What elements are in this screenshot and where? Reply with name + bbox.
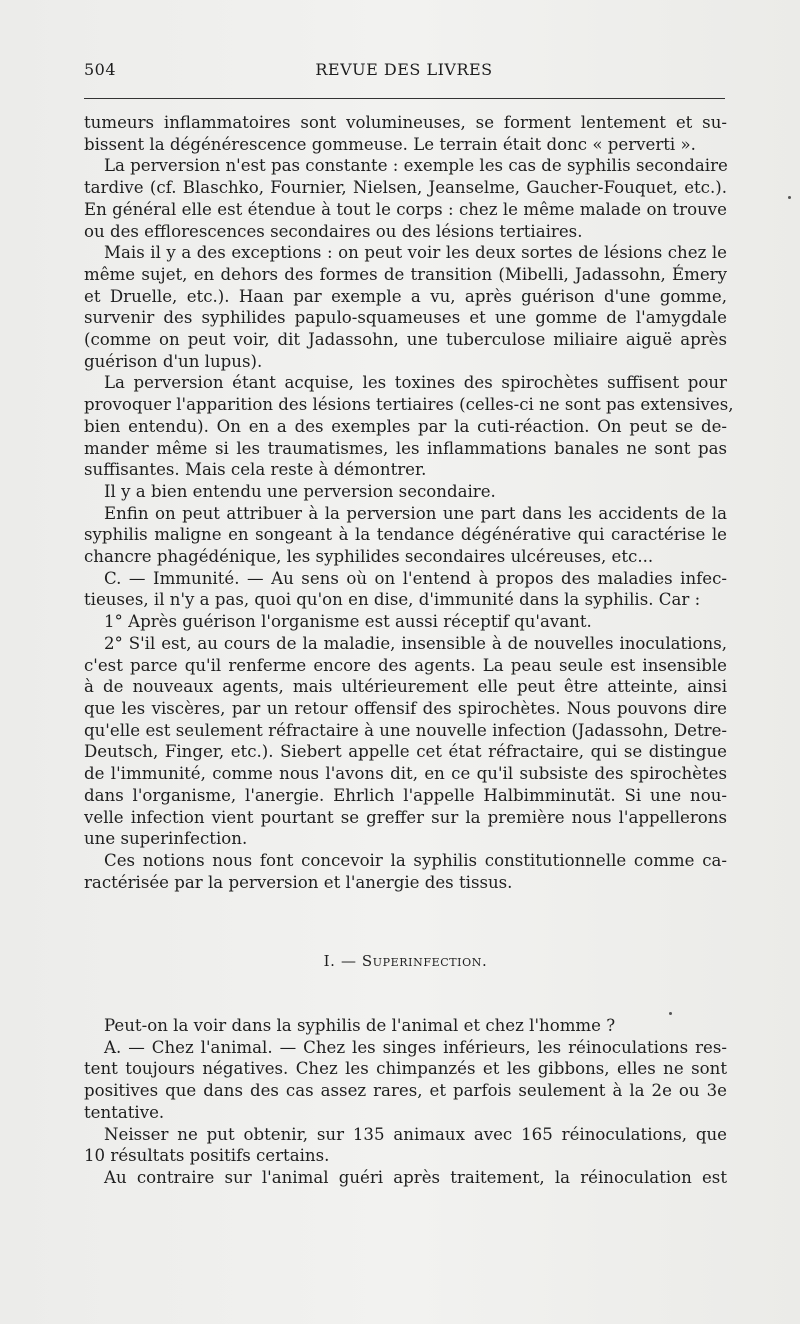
text-line: 2° S'il est, au cours de la maladie, insensible à de nouvelles inoculations, [104, 633, 727, 653]
text-line: survenir des syphilides papulo-squameuses et une gomme de l'amygdale [84, 308, 727, 328]
text-line: ractérisée par la perversion et l'anergie des tissus. [84, 872, 513, 892]
text-line: Peut-on la voir dans la syphilis de l'animal et chez l'homme ? [104, 1016, 616, 1036]
text-line: Enfin on peut attribuer à la perversion une part dans les accidents de la [104, 503, 727, 523]
text-line: Ces notions nous font concevoir la syphilis constitutionnelle comme ca- [104, 850, 727, 870]
text-line: bissent la dégénérescence gommeuse. Le terrain était donc « perverti ». [84, 134, 696, 154]
header-rule [84, 98, 725, 99]
text-line: La perversion étant acquise, les toxines des spirochètes suffisent pour [104, 373, 727, 393]
section-title-text: Superinfection. [361, 952, 488, 971]
text-line: même sujet, en dehors des formes de transition (Mibelli, Jadassohn, Émery [84, 264, 727, 284]
text-line: tent toujours négatives. Chez les chimpanzés et les gibbons, elles ne sont [84, 1059, 727, 1079]
section-dash: — [340, 952, 357, 971]
text-line: bien entendu). On en a des exemples par la cuti-réaction. On peut se de- [84, 416, 727, 436]
text-line: A. — Chez l'animal. — Chez les singes inférieurs, les réinoculations res- [104, 1037, 727, 1057]
text-line: Au contraire sur l'animal guéri après traitement, la réinoculation est [104, 1167, 727, 1187]
text-line: mander même si les traumatismes, les inflammations banales ne sont pas [84, 438, 727, 458]
page-header [84, 60, 724, 84]
body-text [84, 112, 734, 1189]
text-line: chancre phagédénique, les syphilides secondaires ulcéreuses, etc... [84, 547, 654, 567]
paper-speck [669, 1012, 672, 1015]
text-line: syphilis maligne en songeant à la tendance dégénérative qui caractérise le [84, 525, 727, 545]
running-head: REVUE DES LIVRES [315, 60, 493, 79]
text-line: de l'immunité, comme nous l'avons dit, en ce qu'il subsiste des spirochètes [84, 764, 727, 784]
text-line: tentative. [84, 1102, 165, 1122]
text-line: C. — Immunité. — Au sens où on l'entend à propos des maladies infec- [104, 568, 727, 588]
text-line: et Druelle, etc.). Haan par exemple a vu, après guérison d'une gomme, [84, 286, 727, 306]
text-line: velle infection vient pourtant se greffer sur la première nous l'appellerons [84, 807, 727, 827]
text-line: qu'elle est seulement réfractaire à une nouvelle infection (Jadassohn, Detre- [84, 720, 727, 740]
text-line: (comme on peut voir, dit Jadassohn, une tuberculose miliaire aiguë après [84, 330, 727, 350]
text-line: dans l'organisme, l'anergie. Ehrlich l'appelle Halbimminutät. Si une nou- [84, 785, 727, 805]
text-line: tumeurs inflammatoires sont volumineuses, se forment lentement et su- [84, 113, 727, 132]
section-title [84, 951, 727, 973]
page-number: 504 [84, 60, 117, 79]
text-line: 1° Après guérison l'organisme est aussi réceptif qu'avant. [104, 612, 592, 632]
text-line: suffisantes. Mais cela reste à démontrer. [84, 460, 427, 480]
paper-speck [788, 196, 791, 199]
text-line: à de nouveaux agents, mais ultérieurement elle peut être atteinte, ainsi [84, 677, 727, 697]
text-line: ou des efflorescences secondaires ou des lésions tertiaires. [84, 221, 583, 241]
text-line: tieuses, il n'y a pas, quoi qu'on en dise, d'immunité dans la syphilis. Car : [84, 590, 701, 610]
text-line: guérison d'un lupus). [84, 351, 263, 371]
text-line: Deutsch, Finger, etc.). Siebert appelle cet état réfractaire, qui se distingue [84, 742, 727, 762]
text-line: positives que dans des cas assez rares, et parfois seulement à la 2e ou 3e [84, 1081, 727, 1101]
text-line: La perversion n'est pas constante : exemple les cas de syphilis secondaire [104, 156, 728, 176]
text-line: provoquer l'apparition des lésions tertiaires (celles-ci ne sont pas extensives, [84, 395, 734, 415]
text-line: que les viscères, par un retour offensif des spirochètes. Nous pouvons dire [84, 698, 727, 718]
text-line: Mais il y a des exceptions : on peut voir les deux sortes de lésions chez le [104, 243, 727, 263]
text-line: une superinfection. [84, 829, 248, 849]
text-line: c'est parce qu'il renferme encore des agents. La peau seule est insensible [84, 655, 727, 675]
text-line: Il y a bien entendu une perversion secondaire. [104, 481, 496, 501]
text-line: Neisser ne put obtenir, sur 135 animaux avec 165 réinoculations, que [104, 1124, 727, 1144]
text-line: 10 résultats positifs certains. [84, 1146, 330, 1166]
text-line: En général elle est étendue à tout le corps : chez le même malade on trouve [84, 199, 727, 219]
text-line: tardive (cf. Blaschko, Fournier, Nielsen, Jeanselme, Gaucher-Fouquet, etc.). [84, 178, 727, 198]
section-numeral: I. [323, 952, 336, 971]
